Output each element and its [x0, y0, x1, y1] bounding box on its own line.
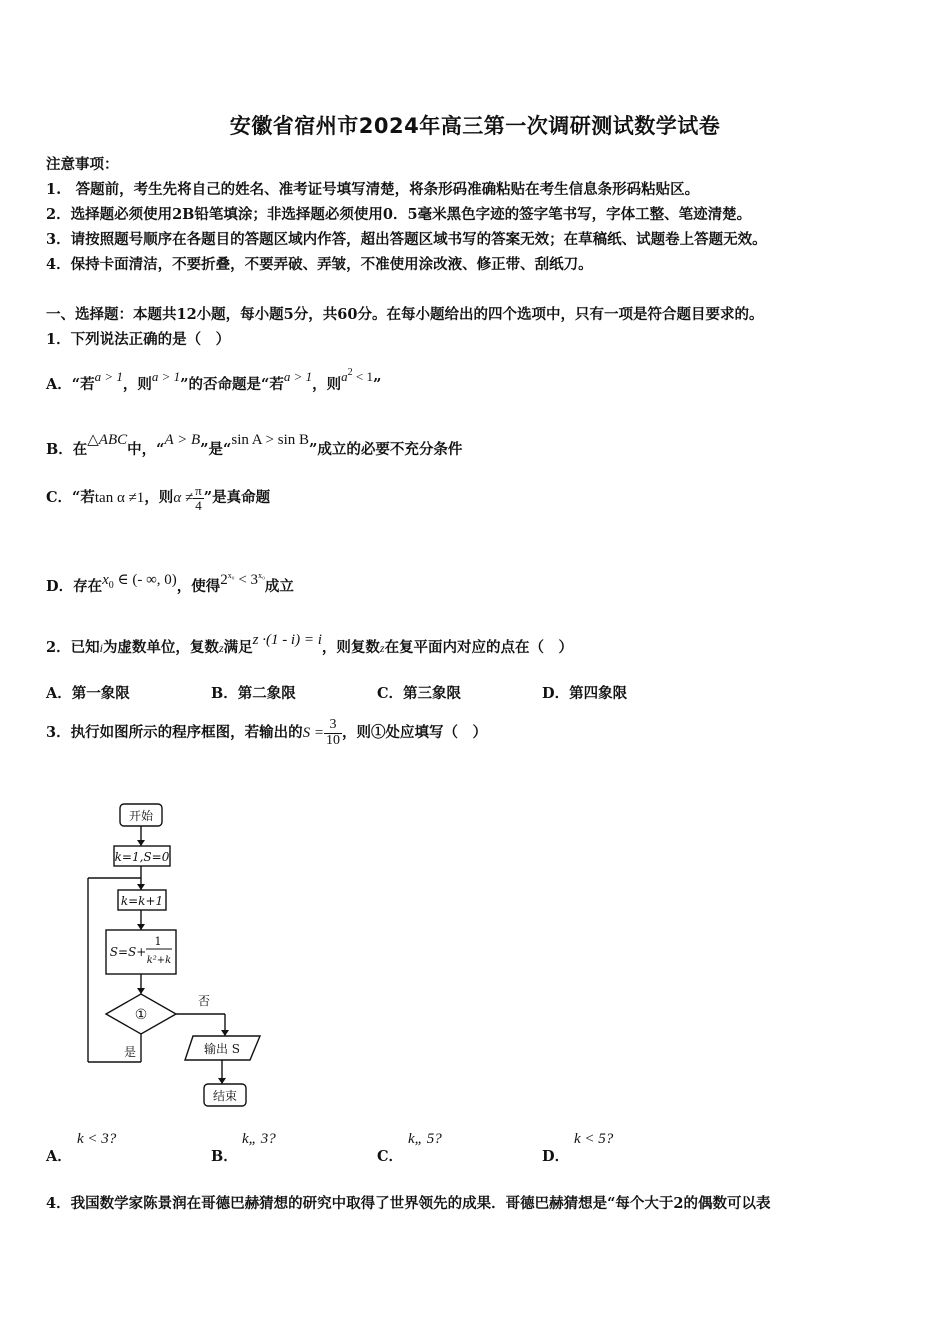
q3-option-c-expr: k„ 5?	[408, 1131, 442, 1147]
q1-stem: 1．下列说法正确的是（ ）	[46, 331, 231, 348]
flow-condition-label: ①	[134, 1007, 148, 1023]
flow-inc-label: k=k+1	[120, 894, 164, 908]
flow-no-label: 否	[198, 994, 211, 1008]
fraction-pi-over-4: $\frac{\pi}{4}$	[195, 483, 202, 513]
q2-option-d: D．第四象限	[542, 685, 628, 702]
q4-stem: 4．我国数学家陈景润在哥德巴赫猜想的研究中取得了世界领先的成果．哥德巴赫猜想是“每个大于2的偶数可以表	[46, 1195, 771, 1212]
q3-option-d-expr: k < 5?	[574, 1131, 614, 1147]
flowchart	[80, 800, 280, 1112]
q3-option-b-expr: k„ 3?	[242, 1131, 276, 1147]
q2-stem: 2．已知i为虚数单位，复数z满足z ·(1 - i) = i，则复数z在复平面内对应的点在（ ）	[46, 632, 574, 656]
page-title: 安徽省宿州市2024年高三第一次调研测试数学试卷	[229, 114, 721, 138]
q3-option-a-expr: k < 3?	[77, 1131, 117, 1147]
notice-item: 2．选择题必须使用2B铅笔填涂；非选择题必须使用0．5毫米黑色字迹的签字笔书写，字体工整、笔迹清楚。	[46, 206, 752, 223]
q3-option-c-label: C．	[377, 1148, 404, 1165]
flow-end-label: 结束	[212, 1089, 238, 1103]
notice-item: 1. 答题前，考生先将自己的姓名、准考证号填写清楚，将条形码准确粘贴在考生信息条形码粘贴区。	[46, 181, 700, 198]
q1-option-d: D．存在$x^0$ ∈ (- ∞, 0)，使得$2^{x_0} < 3^{x_0}$成立	[46, 571, 294, 595]
q3-stem: 3．执行如图所示的程序框图，若输出的S = $\frac{3}{10}$ ，则①处应填写（ ）	[46, 717, 487, 748]
q3-option-d-label: D．	[542, 1148, 570, 1165]
flow-sum-num: 1	[154, 935, 162, 948]
q2-option-a: A．第一象限	[46, 685, 130, 702]
flow-start-label: 开始	[128, 809, 154, 823]
flow-sum-lhs: S=S+	[109, 945, 147, 959]
notice-item: 3．请按照题号顺序在各题目的答题区域内作答，超出答题区域书写的答案无效；在草稿纸、试题卷上答题无效。	[46, 231, 767, 248]
q3-option-b-label: B．	[211, 1148, 238, 1165]
flow-init-label: k=1,S=0	[114, 850, 170, 864]
q1-option-c: C．“若tan α ≠1，则α ≠ $\frac{\pi}{4}$ ”是真命题	[46, 483, 271, 513]
flow-output-label: 输出 S	[203, 1042, 241, 1056]
q1-option-a: A．“若a > 1，则a > 1”的否命题是“若a > 1，则$a^2 < 1$”	[46, 367, 382, 393]
flow-sum-den: k²+k	[146, 955, 172, 966]
q2-option-c: C．第三象限	[377, 685, 462, 702]
notice-heading: 注意事项：	[46, 156, 119, 173]
section-heading: 一、选择题：本题共12小题，每小题5分，共60分。在每小题给出的四个选项中，只有一项是符合题目要求的。	[46, 306, 764, 323]
notice-item: 4．保持卡面清洁，不要折叠，不要弄破、弄皱，不准使用涂改液、修正带、刮纸刀。	[46, 256, 593, 273]
fraction-3-over-10: $\frac{3}{10}$	[325, 717, 340, 748]
flow-yes-label: 是	[124, 1045, 137, 1059]
q3-option-a-label: A．	[46, 1148, 72, 1165]
q1-option-b: B．在△ABC中，“A > B”是“sin A > sin B”成立的必要不充分条件	[46, 432, 463, 458]
q2-option-b: B．第二象限	[211, 685, 296, 702]
